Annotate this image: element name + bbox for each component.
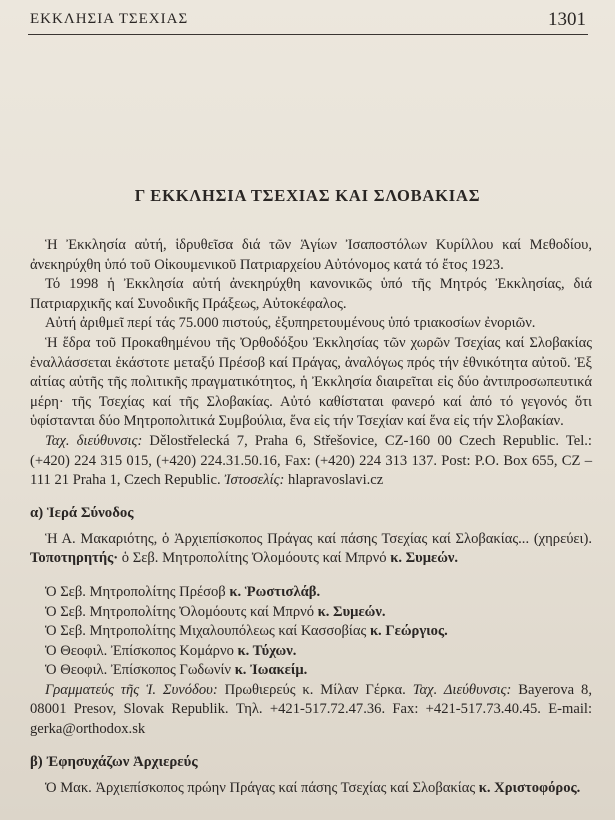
- intro-paragraph-2: Τό 1998 ἡ Ἐκκλησία αὐτή ἀνεκηρύχθη κανονικῶς ὑπό τῆς Μητρός Ἐκκλησίας, διά Πατριαρχικῆς καί Συνοδικῆς Πράξεως, Αὐτοκέφαλος.: [30, 276, 592, 312]
- secretary-label: Γραμματεύς τῆς Ἱ. Συνόδου:: [45, 681, 218, 698]
- website-link[interactable]: hlapravoslavi.cz: [284, 472, 384, 489]
- primate-text: Ἡ Α. Μακαριότης, ὁ Ἀρχιεπίσκοπος Πράγας καί πάσης Τσεχίας καί Σλοβακίας... (χηρεύει).: [45, 530, 592, 547]
- website-label: Ἰστοσελίς:: [224, 472, 285, 489]
- member-title: Ὁ Θεοφιλ. Ἐπίσκοπος Γωδωνίν: [45, 662, 235, 679]
- member-title: Ὁ Θεοφιλ. Ἐπίσκοπος Κομάρνο: [45, 642, 238, 659]
- body-text: [30, 236, 592, 798]
- secretary-paragraph: [30, 681, 592, 740]
- member-name: κ. Ῥωστισλάβ.: [229, 583, 321, 600]
- intro-paragraph-3: Αὐτή ἀριθμεῖ περί τάς 75.000 πιστούς, ἐξυπηρετουμένους ὑπό τριακοσίων ἐνοριῶν.: [45, 315, 536, 332]
- section-heading-synod: α) Ἱερά Σύνοδος: [30, 504, 134, 521]
- address-paragraph: [30, 432, 592, 491]
- intro-paragraph-4: Ἡ ἕδρα τοῦ Προκαθημένου τῆς Ὀρθοδόξου Ἐκκλησίας τῶν χωρῶν Τσεχίας καί Σλοβακίας ἐναλλάσσεται ἑκάστοτε μεταξύ Πρέσοβ καί Πράγας, ἀναλόγως πρός τήν ἐθνικότητα αὐτοῦ. Ἐξ αἰτίας αὐτῆς τῆς πολιτικῆς πραγματικότητος, ἡ Ἐκκλησία διαιρεῖται εἰς δύο ἀντιπροσωπευτικά μέρη· τῆς Τσεχίας καί τῆς Σλοβακίας. Αὐτό καθίσταται φανερό καί ἀπό τό γεγονός ὅτι ὑφίστανται δύο Μητροπολιτικά Συμβούλια, ἕνα εἰς τήν Τσεχίαν καί ἕνα εἰς τήν Σλοβακίαν.: [30, 334, 592, 430]
- retired-text: Ὁ Μακ. Ἀρχιεπίσκοπος πρώην Πράγας καί πάσης Τσεχίας καί Σλοβακίας: [45, 779, 479, 796]
- retired-paragraph: [30, 779, 592, 799]
- secretary-text: Πρωθιερεύς κ. Μίλαν Γέρκα.: [217, 681, 413, 698]
- address-label: Ταχ. διεύθυνσις:: [45, 432, 143, 449]
- running-head: [28, 8, 588, 35]
- locum-name: κ. Συμεών.: [390, 550, 459, 567]
- synod-member: [30, 622, 592, 642]
- section-heading-retired: β) Ἐφησυχάζων Ἀρχιερεύς: [30, 753, 198, 770]
- chapter-title: Γ ΕΚΚΛΗΣΙΑ ΤΣΕΧΙΑΣ ΚΑΙ ΣΛΟΒΑΚΙΑΣ: [134, 186, 481, 205]
- secretary-address-label: Ταχ. Διεύθυνσις:: [412, 681, 512, 698]
- running-head-title: ΕΚΚΛΗΣΙΑ ΤΣΕΧΙΑΣ: [30, 11, 189, 27]
- synod-member: [30, 583, 592, 603]
- locum-label: Τοποτηρητής·: [30, 550, 119, 567]
- secretary-address: Bayerova 8, 08001 Presov, Slovak Republik. Τηλ. +421-517.72.47.36. Fax: +421-517.73.40.45. E-mail: gerka@orthodox.sk: [30, 681, 592, 738]
- synod-member: [30, 642, 592, 662]
- member-name: κ. Τύχων.: [237, 642, 297, 659]
- retired-name: κ. Χριστοφόρος.: [478, 779, 581, 796]
- address-text: Dělostřelecká 7, Praha 6, Střešovice, CZ-160 00 Czech Republic. Tel.: (+420) 224 315 015, (+420) 224.31.50.16, Fax: (+420) 224 313 137. Post: P.O. Box 655, CZ – 111 21 Praha 1, Czech Republic.: [30, 432, 592, 489]
- member-title: Ὁ Σεβ. Μητροπολίτης Ὀλομόουτς καί Μπρνό: [45, 603, 318, 620]
- synod-members-list: [30, 583, 592, 681]
- intro-paragraph-1: Ἡ Ἐκκλησία αὐτή, ἱδρυθεῖσα διά τῶν Ἁγίων Ἰσαποστόλων Κυρίλλου καί Μεθοδίου, ἀνεκηρύχθη ὑπό τοῦ Οἰκουμενικοῦ Πατριαρχείου Αὐτόνομος κατά τό ἔτος 1923.: [30, 237, 592, 273]
- primate-paragraph: [30, 530, 592, 569]
- member-title: Ὁ Σεβ. Μητροπολίτης Πρέσοβ: [45, 583, 230, 600]
- member-name: κ. Συμεών.: [317, 603, 386, 620]
- page-number: 1301: [548, 9, 586, 30]
- member-name: κ. Ἰωακείμ.: [234, 662, 308, 679]
- locum-text: ὁ Σεβ. Μητροπολίτης Ὀλομόουτς καί Μπρνό: [118, 550, 391, 567]
- synod-member: [30, 661, 592, 681]
- synod-member: [30, 603, 592, 623]
- member-title: Ὁ Σεβ. Μητροπολίτης Μιχαλουπόλεως καί Κασσοβίας: [45, 623, 370, 640]
- member-name: κ. Γεώργιος.: [369, 623, 448, 640]
